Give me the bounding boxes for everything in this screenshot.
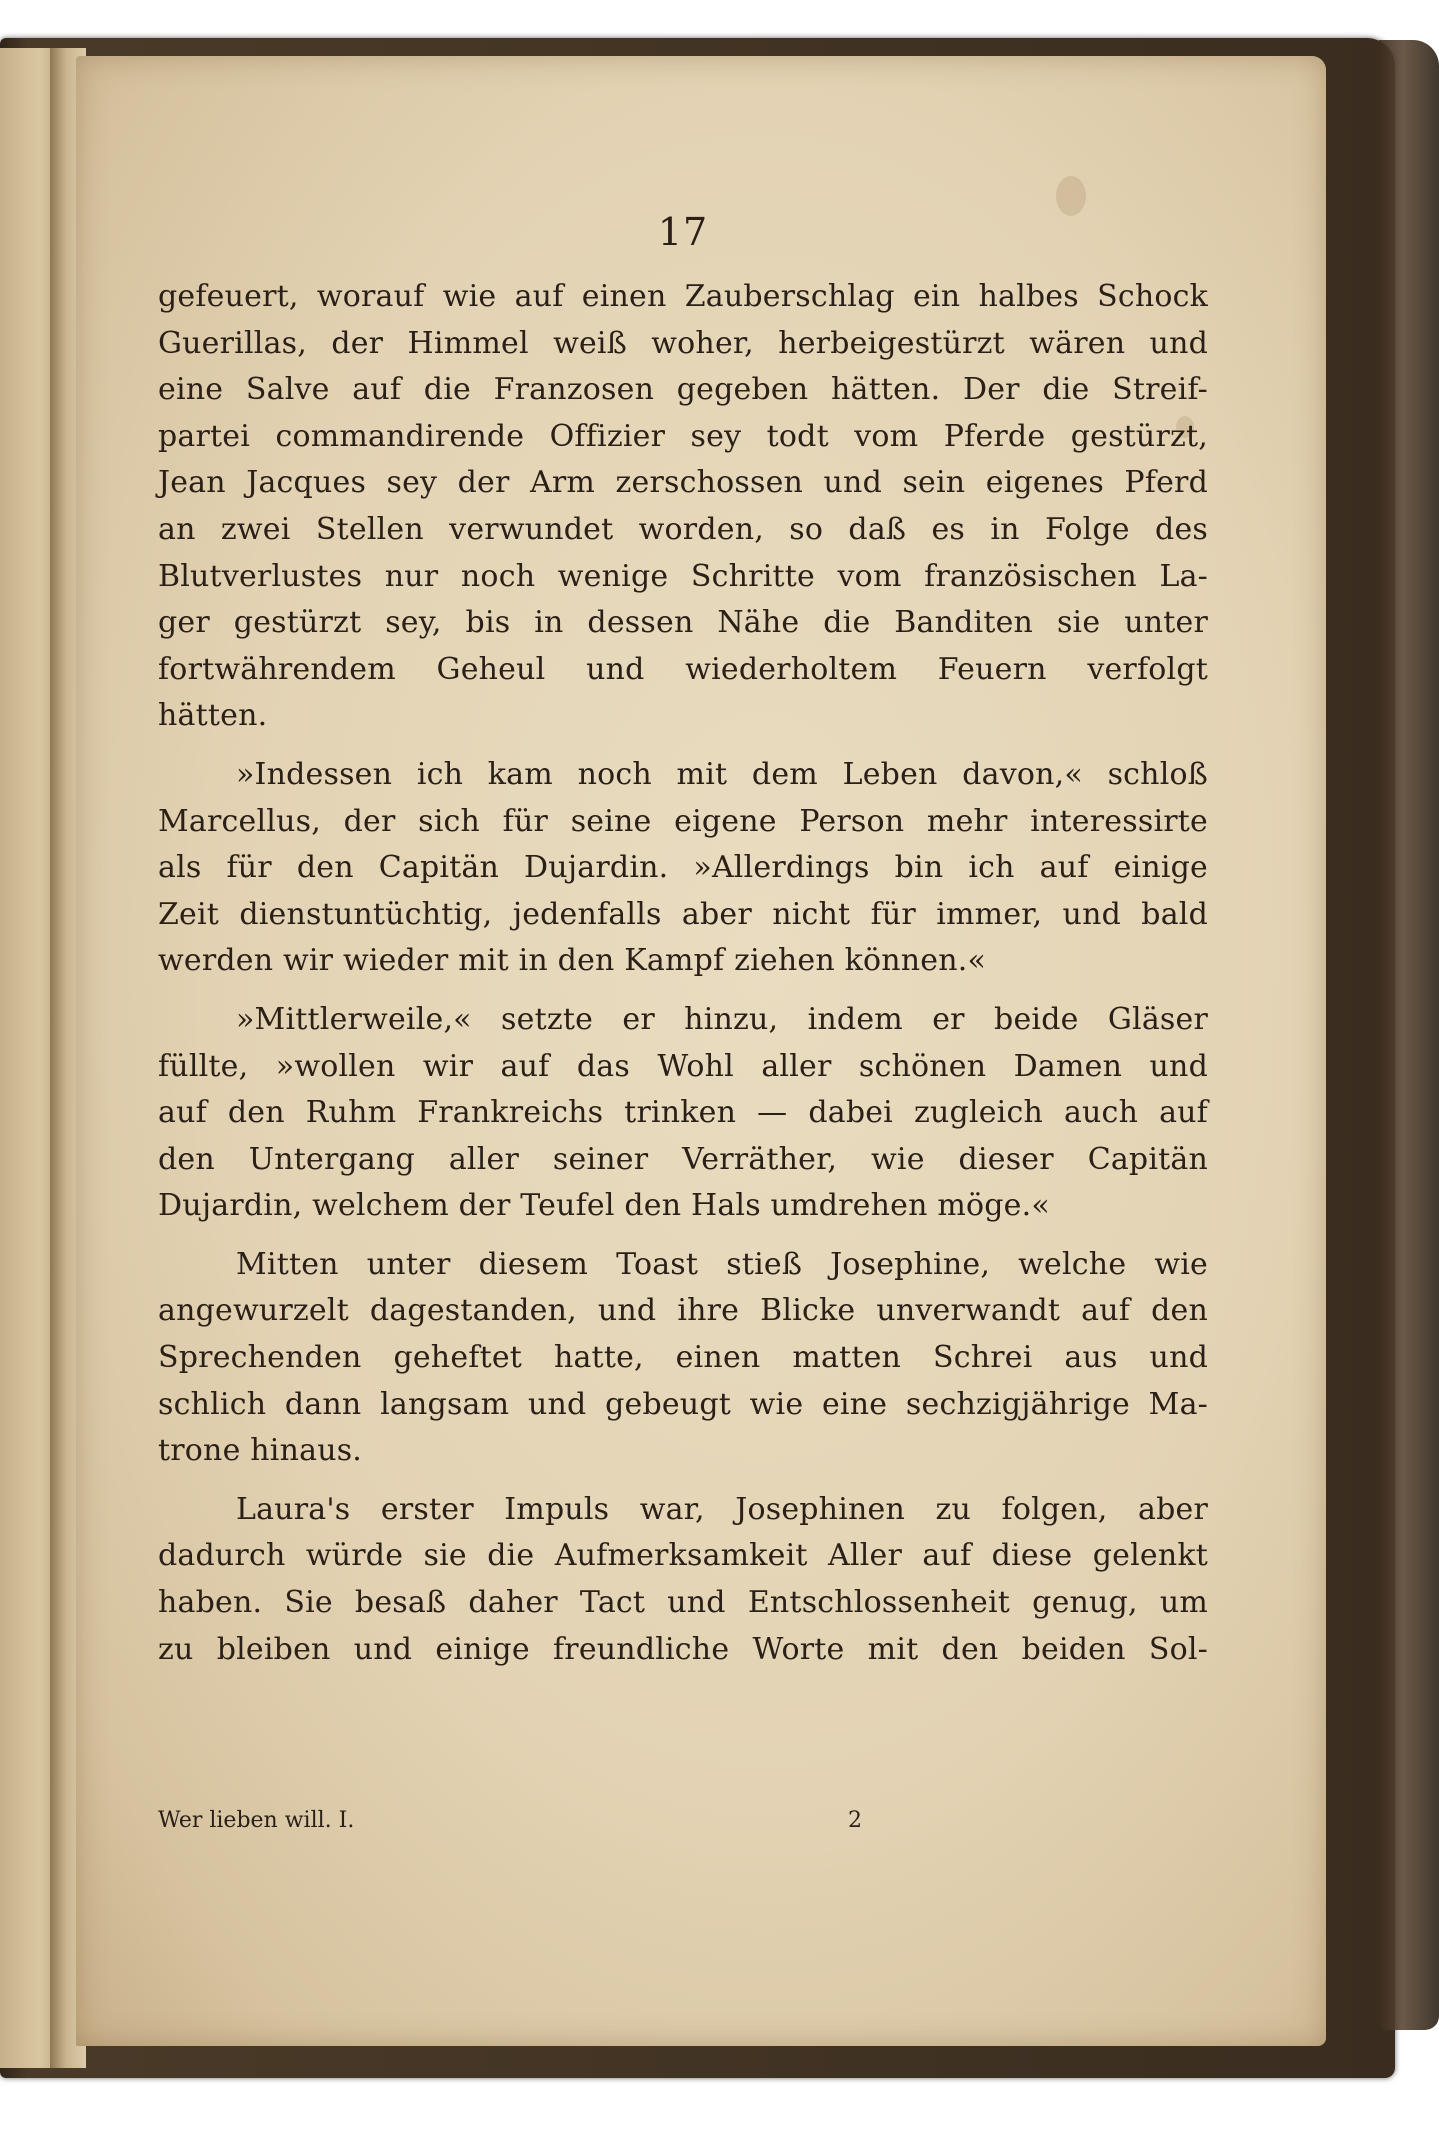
text-line: Zeit dienstuntüchtig, jedenfalls aber nicht für immer, und bald	[158, 896, 1208, 932]
paragraph-gap	[158, 1230, 1208, 1242]
text-line: füllte, »wollen wir auf das Wohl aller schönen Damen und	[158, 1048, 1208, 1084]
book-page	[76, 56, 1326, 2046]
sheet-number: 2	[848, 1808, 862, 1833]
text-line: werden wir wieder mit in den Kampf ziehen können.«	[158, 943, 987, 979]
body-text	[158, 274, 1208, 1673]
text-line: Mitten unter diesem Toast stieß Josephine, welche wie	[236, 1246, 1208, 1282]
text-line: zu bleiben und einige freundliche Worte mit den beiden Sol-	[158, 1631, 1208, 1667]
text-line: Blutverlustes nur noch wenige Schritte vom französischen La-	[158, 558, 1208, 594]
text-line: als für den Capitän Dujardin. »Allerdings bin ich auf einige	[158, 850, 1208, 886]
page-content	[158, 156, 1208, 1956]
text-line: Laura's erster Impuls war, Josephinen zu folgen, aber	[236, 1491, 1208, 1527]
text-line: eine Salve auf die Franzosen gegeben hätten. Der die Streif-	[158, 372, 1208, 408]
text-line: Marcellus, der sich für seine eigene Person mehr interessirte	[158, 803, 1208, 839]
paragraph-gap	[158, 985, 1208, 997]
page-number: 17	[657, 210, 709, 254]
text-line: Sprechenden geheftet hatte, einen matten Schrei aus und	[158, 1340, 1208, 1376]
text-line: den Untergang aller seiner Verräther, wie dieser Capitän	[158, 1141, 1208, 1177]
text-line: Dujardin, welchem der Teufel den Hals umdrehen möge.«	[158, 1188, 1050, 1224]
text-line: fortwährendem Geheul und wiederholtem Feuern verfolgt	[158, 651, 1208, 687]
page-footer	[158, 1808, 1208, 1848]
text-line: »Indessen ich kam noch mit dem Leben davon,« schloß	[236, 756, 1208, 792]
text-line: gefeuert, worauf wie auf einen Zauberschlag ein halbes Schock	[158, 279, 1208, 314]
text-line: auf den Ruhm Frankreichs trinken — dabei zugleich auch auf	[158, 1095, 1208, 1131]
text-line: an zwei Stellen verwundet worden, so daß es in Folge des	[158, 511, 1208, 547]
text-line: hätten.	[158, 698, 268, 734]
text-line: angewurzelt dagestanden, und ihre Blicke unverwandt auf den	[158, 1293, 1208, 1329]
text-line: haben. Sie besaß daher Tact und Entschlossenheit genug, um	[158, 1585, 1208, 1621]
text-line: »Mittlerweile,« setzte er hinzu, indem er beide Gläser	[236, 1001, 1208, 1037]
text-line: trone hinaus.	[158, 1433, 363, 1469]
text-line: Guerillas, der Himmel weiß woher, herbeigestürzt wären und	[158, 325, 1208, 361]
text-line: ger gestürzt sey, bis in dessen Nähe die Banditen sie unter	[158, 605, 1208, 641]
paragraph-gap	[158, 1475, 1208, 1487]
text-line: dadurch würde sie die Aufmerksamkeit Aller auf diese gelenkt	[158, 1538, 1208, 1574]
book-cover-edge	[1379, 40, 1439, 2030]
text-line: schlich dann langsam und gebeugt wie eine sechzigjährige Ma-	[158, 1386, 1208, 1422]
signature-mark: Wer lieben will. I.	[158, 1808, 355, 1833]
text-line: partei commandirende Offizier sey todt vom Pferde gestürzt,	[158, 418, 1208, 454]
paragraph-gap	[158, 740, 1208, 752]
text-line: Jean Jacques sey der Arm zerschossen und sein eigenes Pferd	[158, 465, 1208, 501]
